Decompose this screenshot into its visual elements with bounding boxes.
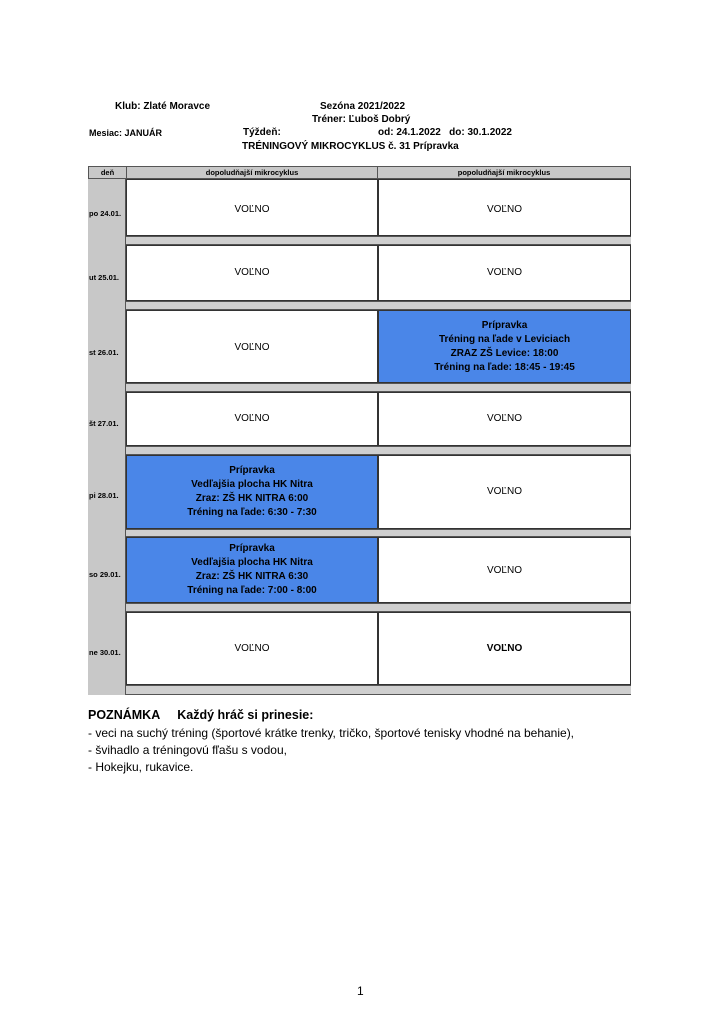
club-label: Klub: Zlaté Moravce bbox=[115, 101, 211, 112]
cell-text: VOĽNO bbox=[486, 565, 522, 576]
afternoon-cell bbox=[378, 455, 631, 529]
season-label: Sezóna 2021/2022 bbox=[320, 101, 406, 112]
afternoon-cell bbox=[378, 612, 631, 685]
training-name: Prípravka bbox=[481, 319, 528, 331]
row-separator bbox=[126, 529, 631, 537]
week-label: Týždeň: bbox=[243, 127, 281, 138]
cell-text: VOĽNO bbox=[486, 204, 522, 215]
day-label: pi 28.01. bbox=[89, 491, 119, 500]
ice-time: Tréning na ľade: 18:45 - 19:45 bbox=[434, 361, 575, 373]
note-intro: Každý hráč si prinesie: bbox=[177, 708, 314, 722]
ice-time: Tréning na ľade: 7:00 - 8:00 bbox=[187, 585, 317, 596]
morning-cell bbox=[126, 612, 378, 685]
day-label: so 29.01. bbox=[89, 570, 121, 579]
page-number: 1 bbox=[357, 984, 364, 998]
cell-text: VOĽNO bbox=[486, 413, 522, 424]
note-item: - veci na suchý tréning (športové krátke trenky, tričko, športové tenisky vhodné na behanie), bbox=[88, 726, 575, 740]
afternoon-cell bbox=[378, 537, 631, 603]
afternoon-cell bbox=[378, 179, 631, 236]
cell-text: VOĽNO bbox=[234, 643, 270, 654]
meeting-time: Zraz: ZŠ HK NITRA 6:30 bbox=[195, 571, 309, 582]
cell-text: VOĽNO bbox=[486, 486, 522, 497]
day-label: št 27.01. bbox=[89, 419, 119, 428]
row-separator bbox=[126, 685, 631, 695]
training-name: Prípravka bbox=[229, 465, 275, 476]
day-label: ut 25.01. bbox=[89, 273, 120, 282]
date-range: od: 24.1.2022 do: 30.1.2022 bbox=[378, 127, 512, 138]
morning-cell bbox=[126, 310, 378, 383]
training-place: Vedľajšia plocha HK Nitra bbox=[191, 557, 313, 568]
training-name: Prípravka bbox=[229, 543, 275, 554]
row-separator bbox=[126, 301, 631, 310]
morning-cell-training bbox=[126, 455, 378, 529]
afternoon-cell-training bbox=[378, 310, 631, 383]
row-separator bbox=[126, 603, 631, 612]
header-morning: dopoludňajší mikrocyklus bbox=[126, 166, 378, 179]
training-place: Tréning na ľade v Leviciach bbox=[438, 333, 571, 345]
day-label: po 24.01. bbox=[89, 209, 122, 218]
row-separator bbox=[126, 383, 631, 392]
month-label: Mesiac: JANUÁR bbox=[89, 128, 163, 138]
cell-text: VOĽNO bbox=[234, 413, 270, 424]
meeting-time: ZRAZ ZŠ Levice: 18:00 bbox=[450, 347, 559, 359]
afternoon-cell bbox=[378, 245, 631, 301]
row-separator bbox=[126, 446, 631, 455]
day-column bbox=[88, 166, 126, 695]
header-day: deň bbox=[88, 166, 127, 179]
cell-text: VOĽNO bbox=[486, 643, 523, 654]
coach-label: Tréner: Ľuboš Dobrý bbox=[312, 114, 411, 125]
training-place: Vedľajšia plocha HK Nitra bbox=[191, 479, 313, 490]
row-separator bbox=[126, 236, 631, 245]
ice-time: Tréning na ľade: 6:30 - 7:30 bbox=[187, 507, 317, 518]
morning-cell-training bbox=[126, 537, 378, 603]
day-label: ne 30.01. bbox=[89, 648, 121, 657]
header-afternoon: popoludňajší mikrocyklus bbox=[377, 166, 631, 179]
note-item: - švihadlo a tréningovú fľašu s vodou, bbox=[88, 743, 287, 757]
morning-cell bbox=[126, 392, 378, 446]
cell-text: VOĽNO bbox=[234, 342, 270, 353]
note-heading bbox=[88, 708, 313, 722]
cell-text: VOĽNO bbox=[234, 267, 270, 278]
page-title: TRÉNINGOVÝ MIKROCYKLUS č. 31 Prípravka bbox=[242, 141, 459, 152]
cell-text: VOĽNO bbox=[486, 267, 522, 278]
afternoon-cell bbox=[378, 392, 631, 446]
cell-text: VOĽNO bbox=[234, 204, 270, 215]
note-item: - Hokejku, rukavice. bbox=[88, 760, 194, 774]
note-title: POZNÁMKA bbox=[88, 708, 160, 722]
morning-cell bbox=[126, 245, 378, 301]
day-label: st 26.01. bbox=[89, 348, 119, 357]
morning-cell bbox=[126, 179, 378, 236]
meeting-time: Zraz: ZŠ HK NITRA 6:00 bbox=[195, 493, 309, 504]
